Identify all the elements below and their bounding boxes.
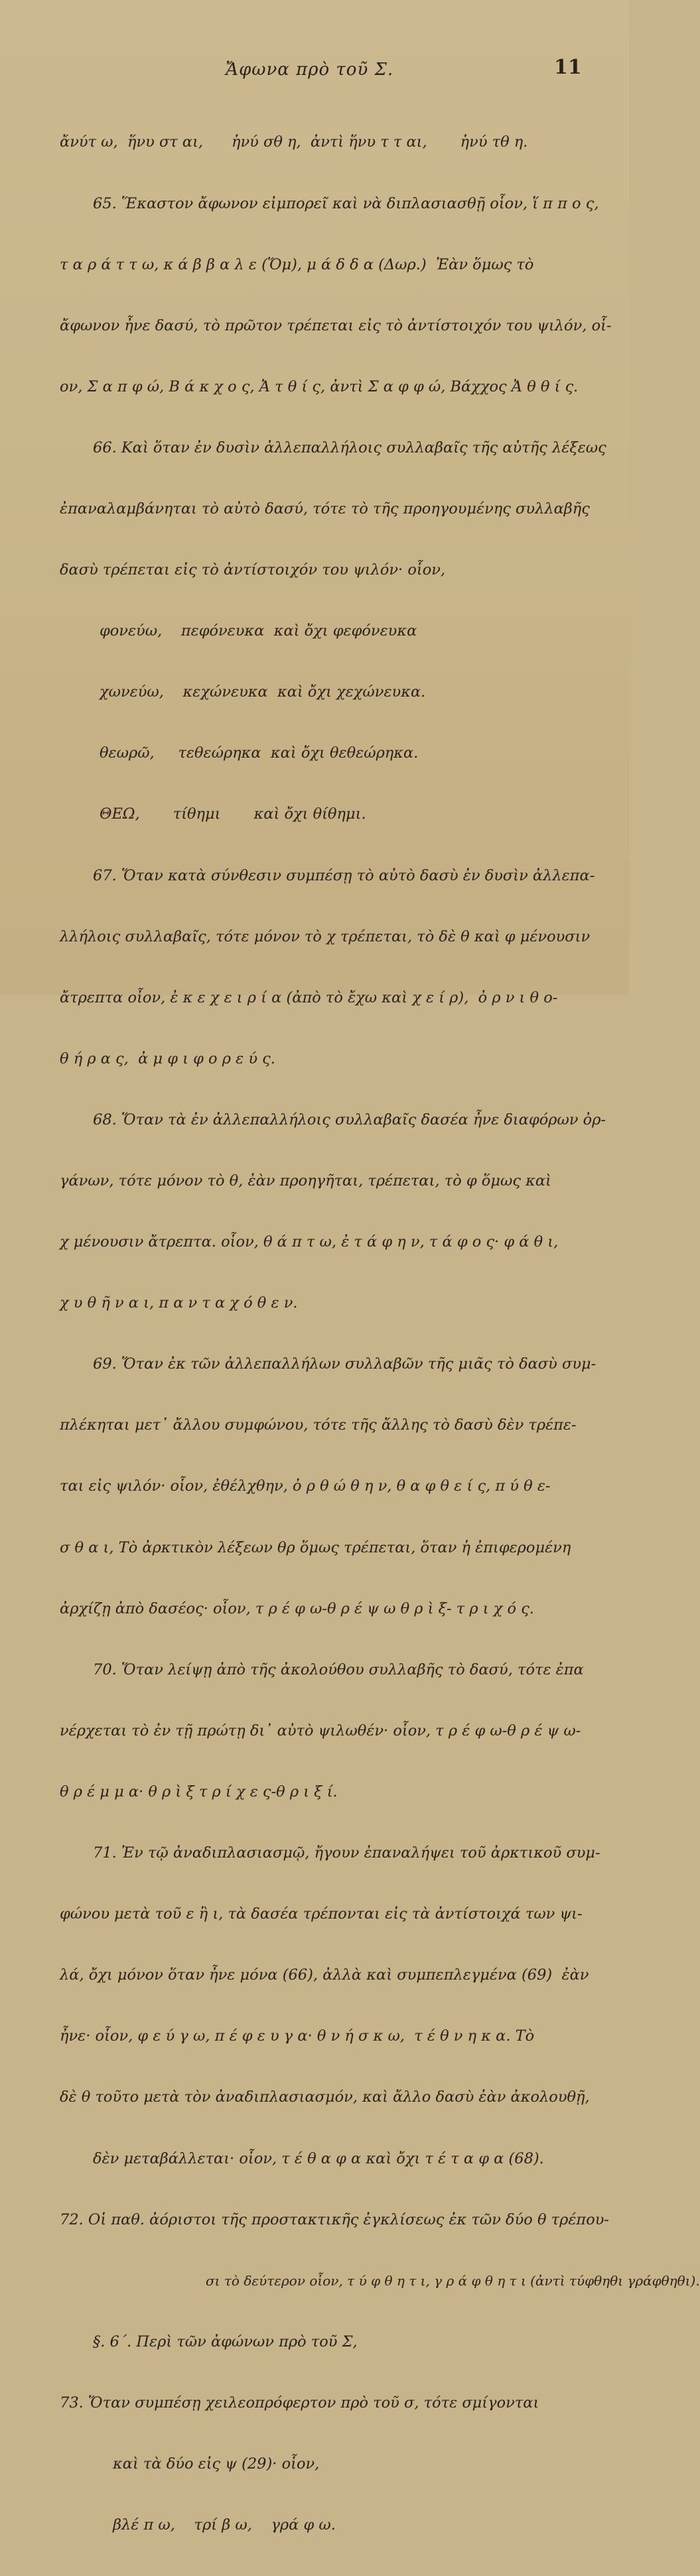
page-number: 11	[554, 56, 582, 79]
text-line: ἦνε· οἷον, φ ε ύ γ ω, π έ φ ε υ γ α· θ ν ή σ κ ω, τ έ θ ν η κ α. Τὸ	[60, 2027, 535, 2045]
text-line: 65. Ἕκαστον ἄφωνον εἰμπορεῖ καὶ νὰ διπλασιασθῇ οἷον, ἵ π π ο ς,	[93, 194, 599, 212]
text-line: γάνων, τότε μόνον τὸ θ, ἐὰν προηγῆται, τρέπεται, τὸ φ ὅμως καὶ	[60, 1172, 551, 1189]
text-line: χ μένουσιν ἄτρεπτα. οἷον, θ ά π τ ω, ἐ τ ά φ η ν, τ ά φ ο ς· φ ά θ ι,	[60, 1233, 559, 1251]
text-line: καὶ τὰ δύο εἰς ψ (29)· οἷον,	[113, 2455, 320, 2473]
text-line: §. 6΄. Περὶ τῶν ἀφώνων πρὸ τοῦ Σ,	[93, 2333, 358, 2350]
text-line: 67. Ὅταν κατὰ σύνθεσιν συμπέσῃ τὸ αὐτὸ δασὺ ἐν δυσὶν ἀλλεπα-	[93, 866, 595, 884]
text-line: ται εἰς ψιλόν· οἷον, ἐθέλχθην, ὀ ρ θ ώ θ η ν, θ α φ θ ε ί ς, π ύ θ ε-	[60, 1477, 551, 1495]
text-line: ΘΕΩ, τίθημι καὶ ὄχι θίθημι.	[100, 805, 366, 823]
text-line: δασὺ τρέπεται εἰς τὸ ἀντίστοιχόν του ψιλόν· οἷον,	[60, 561, 446, 579]
text-line: φονεύω, πεφόνευκα καὶ ὄχι φεφόνευκα	[100, 622, 417, 640]
text-line: ἄφωνον ἦνε δασύ, τὸ πρῶτον τρέπεται εἰς τὸ ἀντίστοιχόν του ψιλόν, οἷ-	[60, 316, 612, 334]
text-line: φώνου μετὰ τοῦ ε ἢ ι, τὰ δασέα τρέπονται εἰς τὰ ἀντίστοιχά των ψι-	[60, 1905, 583, 1923]
body-text	[60, 92, 700, 2576]
text-line: 68. Ὅταν τὰ ἐν ἀλλεπαλλήλοις συλλαβαῖς δασέα ἦνε διαφόρων ὀρ-	[93, 1111, 606, 1128]
text-line: νέρχεται τὸ ἐν τῇ πρώτῃ δι᾿ αὐτὸ ψιλωθέν· οἷον, τ ρ έ φ ω-θ ρ έ ψ ω-	[60, 1722, 581, 1739]
text-line: λλήλοις συλλαβαῖς, τότε μόνον τὸ χ τρέπεται, τὸ δὲ θ καὶ φ μένουσιν	[60, 927, 591, 945]
text-line: βλέ π ω, τρί β ω, γρά φ ω.	[113, 2516, 336, 2534]
text-line: 73. Ὅταν συμπέσῃ χειλεοπρόφερτον πρὸ τοῦ σ, τότε σμίγονται	[60, 2394, 539, 2411]
text-line: θ ή ρ α ς, ἀ μ φ ι φ ο ρ ε ύ ς.	[60, 1050, 275, 1067]
text-line: θεωρῶ, τεθεώρηκα καὶ ὄχι θεθεώρηκα.	[100, 744, 419, 762]
text-line: χωνεύω, κεχώνευκα καὶ ὄχι χεχώνευκα.	[100, 683, 426, 701]
text-line: 69. Ὅταν ἐκ τῶν ἀλλεπαλλήλων συλλαβῶν τῆς μιᾶς τὸ δασὺ συμ-	[93, 1355, 596, 1373]
text-line: 66. Καὶ ὅταν ἐν δυσὶν ἀλλεπαλλήλοις συλλαβαῖς τῆς αὐτῆς λέξεως	[93, 439, 606, 456]
section-heading: σι τὸ δεύτερον οἷον, τ ύ φ θ η τ ι, γ ρ ά φ θ η τ ι (ἀντὶ τύφθηθι γράφθηθι).	[206, 2272, 700, 2289]
text-line: ἄτρεπτα οἷον, ἐ κ ε χ ε ι ρ ί α (ἀπὸ τὸ ἔχω καὶ χ ε ί ρ), ὀ ρ ν ι θ ο-	[60, 988, 558, 1006]
text-line: θ ρ έ μ μ α· θ ρ ὶ ξ τ ρ ί χ ε ς-θ ρ ι ξ ί.	[60, 1783, 338, 1800]
text-line: χ υ θ ῆ ν α ι, π α ν τ α χ ό θ ε ν.	[60, 1294, 298, 1312]
text-line: 72. Οἱ παθ. ἀόριστοι τῆς προστακτικῆς ἐγκλίσεως ἐκ τῶν δύο θ τρέπου-	[60, 2210, 610, 2228]
text-line: ἀρχίζῃ ἀπὸ δασέος· οἷον, τ ρ έ φ ω-θ ρ έ ψ ω θ ρ ὶ ξ- τ ρ ι χ ό ς.	[60, 1599, 534, 1617]
text-line: τ α ρ ά τ τ ω, κ ά β β α λ ε (Ὅμ), μ ά δ δ α (Δωρ.) Ἐὰν ὅμως τὸ	[60, 255, 534, 273]
text-line: πλέκηται μετ᾿ ἄλλου συμφώνου, τότε τῆς ἄλλης τὸ δασὺ δὲν τρέπε-	[60, 1416, 577, 1434]
text-line: δὲ θ τοῦτο μετὰ τὸν ἀναδιπλασιασμόν, καὶ ἄλλο δασὺ ἐὰν ἀκολουθῇ,	[60, 2088, 590, 2106]
running-head: Ἄφωνα πρὸ τοῦ Σ.	[226, 60, 394, 80]
text-line: δὲν μεταβάλλεται· οἷον, τ έ θ α φ α καὶ ὄχι τ έ τ α φ α (68).	[93, 2149, 544, 2167]
text-line: 71. Ἐν τῷ ἀναδιπλασιασμῷ, ἤγουν ἐπαναλήψει τοῦ ἀρκτικοῦ συμ-	[93, 1844, 600, 1862]
text-line: ἄνύτ ω, ἥνυ στ αι, ἡνύ σθ η, ἀντὶ ἥνυ τ τ αι, ἡνύ τθ η.	[60, 133, 528, 151]
text-line: σ θ α ι, Τὸ ἀρκτικὸν λέξεων θρ ὅμως τρέπεται, ὅταν ἡ ἐπιφερομένη	[60, 1538, 571, 1556]
text-line: 70. Ὅταν λείψῃ ἀπὸ τῆς ἀκολούθου συλλαβῆς τὸ δασύ, τότε ἐπα	[93, 1661, 584, 1678]
text-line: ον, Σ α π φ ώ, Β ά κ χ ο ς, Ἀ τ θ ί ς, ἀντὶ Σ α φ φ ώ, Βάχχος Ἀ θ θ ί ς.	[60, 377, 579, 395]
text-line: ἐπαναλαμβάνηται τὸ αὐτὸ δασύ, τότε τὸ τῆς προηγουμένης συλλαβῆς	[60, 500, 590, 517]
page-header	[0, 56, 629, 82]
text-line: λά, ὄχι μόνον ὅταν ἦνε μόνα (66), ἀλλὰ καὶ συμπεπλεγμένα (69) ἐὰν	[60, 1966, 589, 1984]
